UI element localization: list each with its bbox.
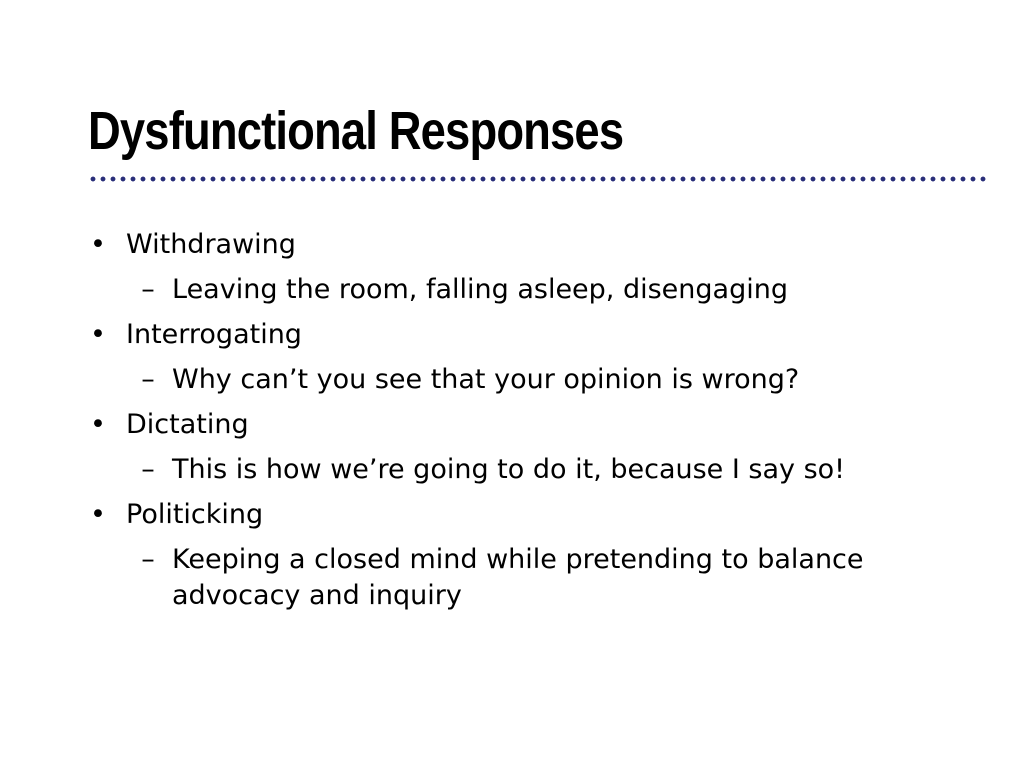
dash-icon: – [141, 454, 155, 485]
bullet-icon: • [90, 229, 106, 260]
bullet-label: Dictating [126, 409, 249, 440]
dash-icon: – [141, 544, 155, 575]
sub-bullet-text: This is how we’re going to do it, because I say so! [172, 454, 845, 485]
bullet-icon: • [90, 499, 106, 530]
bullet-item-dictating [88, 404, 988, 446]
sub-bullet-text: Leaving the room, falling asleep, disengaging [172, 274, 788, 305]
bullet-label: Withdrawing [126, 229, 296, 260]
bullet-label: Politicking [126, 499, 264, 530]
bullet-label: Interrogating [126, 319, 302, 350]
bullet-icon: • [90, 319, 106, 350]
bullet-item-politicking [88, 494, 988, 536]
sub-bullet-item [88, 542, 988, 614]
bullet-list [88, 224, 988, 620]
sub-bullet-item [88, 272, 988, 308]
slide-title: Dysfunctional Responses [88, 101, 624, 161]
sub-bullet-text: Why can’t you see that your opinion is wrong? [172, 364, 800, 395]
dotted-divider [88, 175, 990, 183]
bullet-icon: • [90, 409, 106, 440]
dash-icon: – [141, 364, 155, 395]
bullet-item-withdrawing [88, 224, 988, 266]
bullet-item-interrogating [88, 314, 988, 356]
sub-bullet-item [88, 362, 988, 398]
dash-icon: – [141, 274, 155, 305]
sub-bullet-text: Keeping a closed mind while pretending to balance advocacy and inquiry [172, 544, 864, 611]
sub-bullet-item [88, 452, 988, 488]
